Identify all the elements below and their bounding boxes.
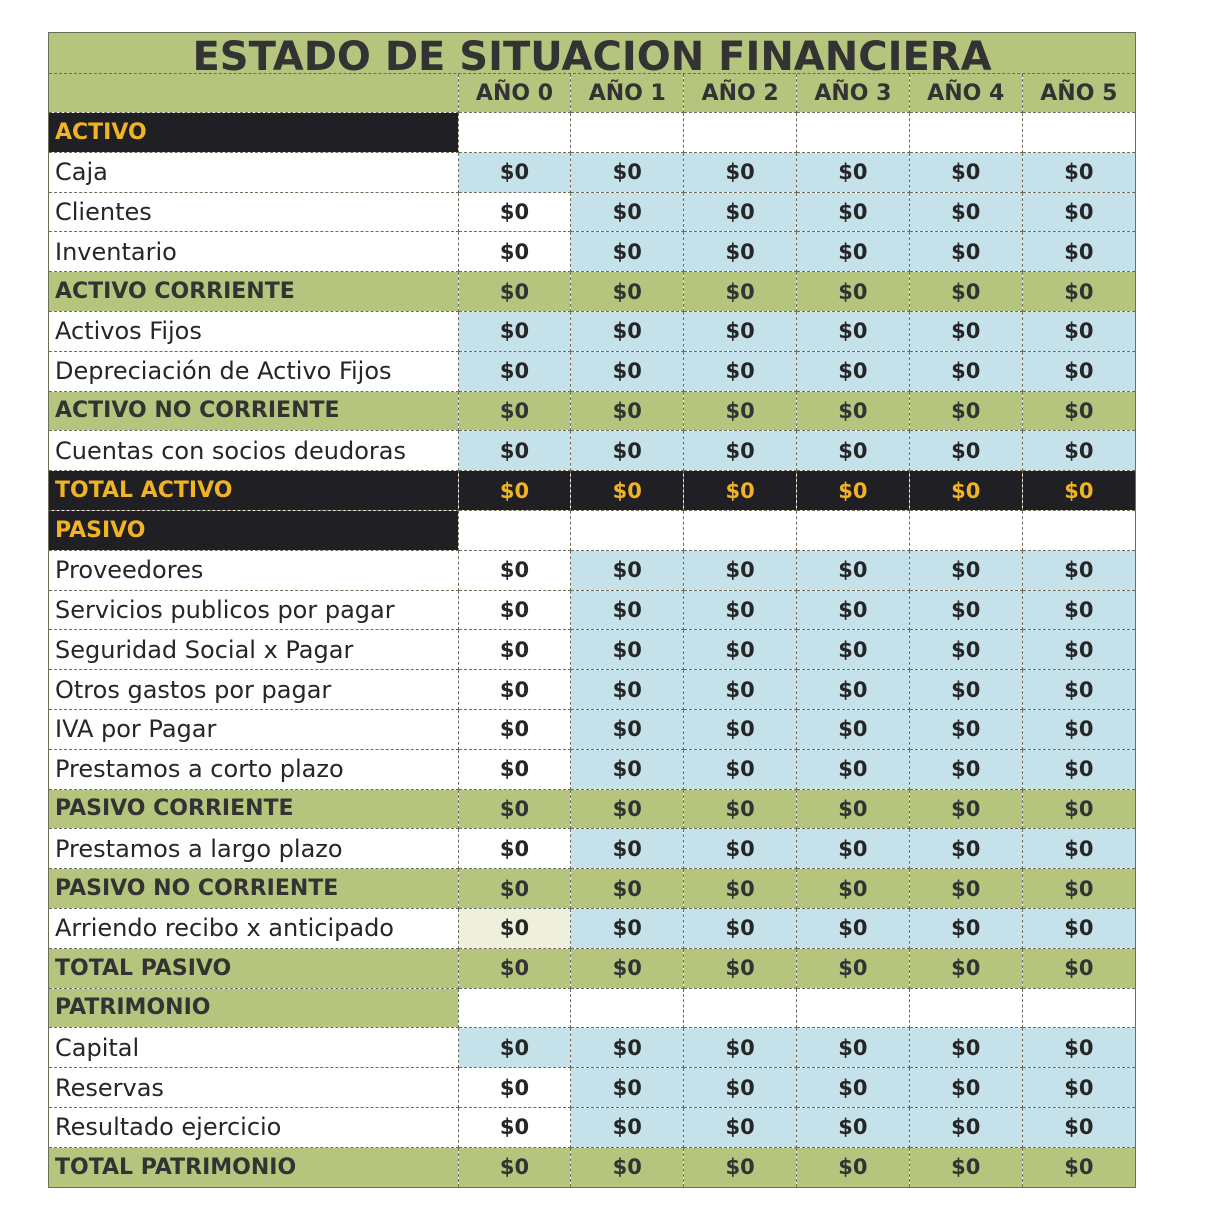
row-label[interactable]: TOTAL PASIVO <box>49 948 458 988</box>
value-cell[interactable]: $0 <box>797 1068 910 1108</box>
value-cell[interactable]: $0 <box>909 471 1022 511</box>
value-cell[interactable]: $0 <box>797 869 910 909</box>
value-cell[interactable]: $0 <box>684 1107 797 1147</box>
value-cell[interactable]: $0 <box>797 192 910 232</box>
column-header-row <box>49 74 1135 113</box>
value-cell[interactable]: $0 <box>797 1028 910 1068</box>
value-cell[interactable]: $0 <box>458 908 571 948</box>
total-row-activo-no-corriente <box>49 391 1135 431</box>
row-resultado-ejercicio <box>49 1107 1135 1147</box>
value-cell[interactable] <box>1022 113 1135 153</box>
value-cell[interactable] <box>909 113 1022 153</box>
value-cell[interactable]: $0 <box>1022 1028 1135 1068</box>
value-cell[interactable]: $0 <box>571 272 684 312</box>
value-cell[interactable]: $0 <box>458 709 571 749</box>
value-cell[interactable]: $0 <box>1022 590 1135 630</box>
value-cell[interactable]: $0 <box>797 1107 910 1147</box>
value-cell[interactable]: $0 <box>797 1147 910 1186</box>
value-cell[interactable]: $0 <box>909 272 1022 312</box>
value-cell[interactable] <box>909 988 1022 1028</box>
value-cell[interactable]: $0 <box>684 550 797 590</box>
value-cell[interactable]: $0 <box>684 272 797 312</box>
table-body <box>49 113 1135 1187</box>
row-iva-por-pagar <box>49 709 1135 749</box>
value-cell[interactable]: $0 <box>797 709 910 749</box>
value-cell[interactable]: $0 <box>909 550 1022 590</box>
value-cell[interactable]: $0 <box>571 829 684 869</box>
value-cell[interactable]: $0 <box>909 749 1022 789</box>
row-label[interactable]: ACTIVO CORRIENTE <box>49 272 458 312</box>
value-cell[interactable]: $0 <box>797 471 910 511</box>
value-cell[interactable] <box>571 988 684 1028</box>
value-cell[interactable]: $0 <box>458 550 571 590</box>
value-cell[interactable]: $0 <box>1022 630 1135 670</box>
value-cell[interactable] <box>684 988 797 1028</box>
section-row-activo <box>49 113 1135 153</box>
value-cell[interactable]: $0 <box>458 1147 571 1186</box>
value-cell[interactable]: $0 <box>909 590 1022 630</box>
value-cell[interactable]: $0 <box>1022 311 1135 351</box>
value-cell[interactable]: $0 <box>571 670 684 710</box>
row-prestamos-a-corto-plazo <box>49 749 1135 789</box>
value-cell[interactable]: $0 <box>797 311 910 351</box>
value-cell[interactable]: $0 <box>909 789 1022 829</box>
sheet-title-bar <box>49 33 1135 74</box>
value-cell[interactable]: $0 <box>1022 471 1135 511</box>
value-cell[interactable]: $0 <box>684 590 797 630</box>
value-cell[interactable]: $0 <box>458 311 571 351</box>
row-label[interactable]: Clientes <box>49 192 458 232</box>
total-row-total-pasivo <box>49 948 1135 988</box>
value-cell[interactable]: $0 <box>571 152 684 192</box>
value-cell[interactable]: $0 <box>684 152 797 192</box>
value-cell[interactable]: $0 <box>571 908 684 948</box>
value-cell[interactable]: $0 <box>458 1028 571 1068</box>
value-cell[interactable]: $0 <box>458 1068 571 1108</box>
value-cell[interactable]: $0 <box>1022 948 1135 988</box>
value-cell[interactable]: $0 <box>1022 789 1135 829</box>
year-column-header[interactable]: AÑO 3 <box>797 74 910 113</box>
row-clientes <box>49 192 1135 232</box>
value-cell[interactable]: $0 <box>571 590 684 630</box>
value-cell[interactable]: $0 <box>684 1068 797 1108</box>
row-label[interactable]: ACTIVO <box>49 113 458 153</box>
row-label[interactable]: TOTAL PATRIMONIO <box>49 1147 458 1186</box>
value-cell[interactable]: $0 <box>1022 1107 1135 1147</box>
row-label[interactable]: Inventario <box>49 232 458 272</box>
value-cell[interactable]: $0 <box>571 471 684 511</box>
row-label[interactable]: Seguridad Social x Pagar <box>49 630 458 670</box>
row-activos-fijos <box>49 311 1135 351</box>
value-cell[interactable]: $0 <box>797 590 910 630</box>
value-cell[interactable]: $0 <box>909 670 1022 710</box>
row-label[interactable]: Capital <box>49 1028 458 1068</box>
value-cell[interactable]: $0 <box>458 192 571 232</box>
value-cell[interactable]: $0 <box>458 670 571 710</box>
value-cell[interactable] <box>909 510 1022 550</box>
sheet-title: ESTADO DE SITUACION FINANCIERA <box>192 34 992 74</box>
value-cell[interactable]: $0 <box>1022 152 1135 192</box>
value-cell[interactable]: $0 <box>458 431 571 471</box>
value-cell[interactable]: $0 <box>797 829 910 869</box>
value-cell[interactable]: $0 <box>571 351 684 391</box>
value-cell[interactable]: $0 <box>684 670 797 710</box>
value-cell[interactable]: $0 <box>571 869 684 909</box>
row-label[interactable]: IVA por Pagar <box>49 709 458 749</box>
value-cell[interactable]: $0 <box>909 152 1022 192</box>
value-cell[interactable]: $0 <box>1022 351 1135 391</box>
value-cell[interactable]: $0 <box>684 192 797 232</box>
value-cell[interactable]: $0 <box>571 1147 684 1186</box>
value-cell[interactable]: $0 <box>1022 192 1135 232</box>
value-cell[interactable]: $0 <box>571 1068 684 1108</box>
value-cell[interactable]: $0 <box>909 192 1022 232</box>
value-cell[interactable]: $0 <box>684 351 797 391</box>
row-servicios-publicos-por-pagar <box>49 590 1135 630</box>
value-cell[interactable]: $0 <box>909 869 1022 909</box>
row-label[interactable]: ACTIVO NO CORRIENTE <box>49 391 458 431</box>
financial-statement-sheet <box>48 32 1136 1188</box>
value-cell[interactable] <box>684 113 797 153</box>
value-cell[interactable]: $0 <box>1022 670 1135 710</box>
row-arriendo-recibo-x-anticipado <box>49 908 1135 948</box>
value-cell[interactable]: $0 <box>797 789 910 829</box>
value-cell[interactable]: $0 <box>909 630 1022 670</box>
year-column-header[interactable]: AÑO 2 <box>684 74 797 113</box>
value-cell[interactable]: $0 <box>909 908 1022 948</box>
row-label[interactable]: Activos Fijos <box>49 311 458 351</box>
value-cell[interactable]: $0 <box>797 272 910 312</box>
row-label[interactable]: Reservas <box>49 1068 458 1108</box>
value-cell[interactable]: $0 <box>458 391 571 431</box>
row-seguridad-social-x-pagar <box>49 630 1135 670</box>
value-cell[interactable] <box>684 510 797 550</box>
row-label[interactable]: PASIVO NO CORRIENTE <box>49 869 458 909</box>
value-cell[interactable]: $0 <box>797 550 910 590</box>
value-cell[interactable]: $0 <box>797 749 910 789</box>
value-cell[interactable]: $0 <box>458 829 571 869</box>
section-row-pasivo <box>49 510 1135 550</box>
row-label[interactable]: Otros gastos por pagar <box>49 670 458 710</box>
row-label[interactable]: Prestamos a largo plazo <box>49 829 458 869</box>
value-cell[interactable] <box>797 510 910 550</box>
row-label[interactable]: PASIVO CORRIENTE <box>49 789 458 829</box>
value-cell[interactable]: $0 <box>909 948 1022 988</box>
row-inventario <box>49 232 1135 272</box>
value-cell[interactable]: $0 <box>797 431 910 471</box>
total-row-total-activo <box>49 471 1135 511</box>
value-cell[interactable]: $0 <box>684 829 797 869</box>
value-cell[interactable] <box>571 510 684 550</box>
row-label[interactable]: TOTAL ACTIVO <box>49 471 458 511</box>
value-cell[interactable]: $0 <box>1022 829 1135 869</box>
value-cell[interactable]: $0 <box>1022 391 1135 431</box>
row-reservas <box>49 1068 1135 1108</box>
value-cell[interactable]: $0 <box>571 789 684 829</box>
row-label[interactable]: Arriendo recibo x anticipado <box>49 908 458 948</box>
row-label[interactable]: Depreciación de Activo Fijos <box>49 351 458 391</box>
value-cell[interactable]: $0 <box>909 709 1022 749</box>
row-otros-gastos-por-pagar <box>49 670 1135 710</box>
value-cell[interactable]: $0 <box>684 1028 797 1068</box>
value-cell[interactable] <box>1022 510 1135 550</box>
value-cell[interactable] <box>797 988 910 1028</box>
value-cell[interactable]: $0 <box>458 152 571 192</box>
row-prestamos-a-largo-plazo <box>49 829 1135 869</box>
value-cell[interactable]: $0 <box>684 908 797 948</box>
value-cell[interactable]: $0 <box>458 630 571 670</box>
total-row-pasivo-corriente <box>49 789 1135 829</box>
value-cell[interactable]: $0 <box>458 1107 571 1147</box>
row-label[interactable]: PASIVO <box>49 510 458 550</box>
value-cell[interactable]: $0 <box>458 789 571 829</box>
value-cell[interactable]: $0 <box>684 391 797 431</box>
value-cell[interactable]: $0 <box>797 948 910 988</box>
section-row-patrimonio <box>49 988 1135 1028</box>
value-cell[interactable] <box>797 113 910 153</box>
year-column-header[interactable]: AÑO 1 <box>571 74 684 113</box>
value-cell[interactable]: $0 <box>458 869 571 909</box>
value-cell[interactable]: $0 <box>571 550 684 590</box>
value-cell[interactable]: $0 <box>684 311 797 351</box>
value-cell[interactable]: $0 <box>1022 749 1135 789</box>
value-cell[interactable]: $0 <box>571 1107 684 1147</box>
value-cell[interactable]: $0 <box>571 630 684 670</box>
value-cell[interactable]: $0 <box>684 789 797 829</box>
total-row-activo-corriente <box>49 272 1135 312</box>
value-cell[interactable]: $0 <box>458 232 571 272</box>
year-column-header[interactable]: AÑO 0 <box>458 74 571 113</box>
value-cell[interactable]: $0 <box>909 1147 1022 1186</box>
row-caja <box>49 152 1135 192</box>
row-label[interactable]: Caja <box>49 152 458 192</box>
value-cell[interactable]: $0 <box>684 869 797 909</box>
value-cell[interactable]: $0 <box>684 431 797 471</box>
value-cell[interactable]: $0 <box>1022 550 1135 590</box>
value-cell[interactable]: $0 <box>571 1028 684 1068</box>
value-cell[interactable]: $0 <box>571 311 684 351</box>
value-cell[interactable]: $0 <box>909 1028 1022 1068</box>
value-cell[interactable] <box>458 988 571 1028</box>
row-label[interactable]: Servicios publicos por pagar <box>49 590 458 630</box>
row-label[interactable]: Proveedores <box>49 550 458 590</box>
value-cell[interactable]: $0 <box>684 948 797 988</box>
value-cell[interactable]: $0 <box>1022 1068 1135 1108</box>
row-proveedores <box>49 550 1135 590</box>
value-cell[interactable]: $0 <box>1022 232 1135 272</box>
value-cell[interactable]: $0 <box>571 232 684 272</box>
value-cell[interactable]: $0 <box>797 232 910 272</box>
value-cell[interactable]: $0 <box>909 351 1022 391</box>
year-column-header[interactable]: AÑO 4 <box>909 74 1022 113</box>
value-cell[interactable]: $0 <box>684 1147 797 1186</box>
value-cell[interactable] <box>458 113 571 153</box>
value-cell[interactable]: $0 <box>684 232 797 272</box>
value-cell[interactable]: $0 <box>458 351 571 391</box>
value-cell[interactable]: $0 <box>909 311 1022 351</box>
row-label[interactable]: Resultado ejercicio <box>49 1107 458 1147</box>
value-cell[interactable]: $0 <box>1022 431 1135 471</box>
value-cell[interactable]: $0 <box>909 431 1022 471</box>
value-cell[interactable]: $0 <box>797 630 910 670</box>
value-cell[interactable]: $0 <box>797 391 910 431</box>
value-cell[interactable]: $0 <box>458 948 571 988</box>
row-depreciacion-de-activo-fijos <box>49 351 1135 391</box>
value-cell[interactable]: $0 <box>571 431 684 471</box>
value-cell[interactable]: $0 <box>797 152 910 192</box>
value-cell[interactable]: $0 <box>797 351 910 391</box>
value-cell[interactable]: $0 <box>571 709 684 749</box>
value-cell[interactable]: $0 <box>909 1068 1022 1108</box>
total-row-pasivo-no-corriente <box>49 869 1135 909</box>
value-cell[interactable]: $0 <box>684 749 797 789</box>
value-cell[interactable]: $0 <box>571 391 684 431</box>
value-cell[interactable]: $0 <box>684 471 797 511</box>
value-cell[interactable]: $0 <box>1022 709 1135 749</box>
value-cell[interactable] <box>458 510 571 550</box>
value-cell[interactable]: $0 <box>1022 908 1135 948</box>
value-cell[interactable]: $0 <box>1022 272 1135 312</box>
row-cuentas-con-socios-deudoras <box>49 431 1135 471</box>
value-cell[interactable]: $0 <box>1022 869 1135 909</box>
total-row-total-patrimonio <box>49 1147 1135 1186</box>
row-capital <box>49 1028 1135 1068</box>
row-label[interactable]: Cuentas con socios deudoras <box>49 431 458 471</box>
value-cell[interactable]: $0 <box>458 590 571 630</box>
balance-sheet-table <box>49 74 1135 1187</box>
value-cell[interactable]: $0 <box>909 1107 1022 1147</box>
value-cell[interactable]: $0 <box>458 749 571 789</box>
value-cell[interactable] <box>571 113 684 153</box>
value-cell[interactable]: $0 <box>571 749 684 789</box>
value-cell[interactable]: $0 <box>684 709 797 749</box>
value-cell[interactable]: $0 <box>571 948 684 988</box>
value-cell[interactable]: $0 <box>797 670 910 710</box>
value-cell[interactable]: $0 <box>458 272 571 312</box>
value-cell[interactable]: $0 <box>797 908 910 948</box>
value-cell[interactable]: $0 <box>909 829 1022 869</box>
value-cell[interactable]: $0 <box>909 391 1022 431</box>
value-cell[interactable]: $0 <box>909 232 1022 272</box>
row-label[interactable]: Prestamos a corto plazo <box>49 749 458 789</box>
value-cell[interactable]: $0 <box>458 471 571 511</box>
label-column-header[interactable] <box>49 74 458 113</box>
year-column-header[interactable]: AÑO 5 <box>1022 74 1135 113</box>
value-cell[interactable] <box>1022 988 1135 1028</box>
value-cell[interactable]: $0 <box>1022 1147 1135 1186</box>
value-cell[interactable]: $0 <box>684 630 797 670</box>
value-cell[interactable]: $0 <box>571 192 684 232</box>
row-label[interactable]: PATRIMONIO <box>49 988 458 1028</box>
